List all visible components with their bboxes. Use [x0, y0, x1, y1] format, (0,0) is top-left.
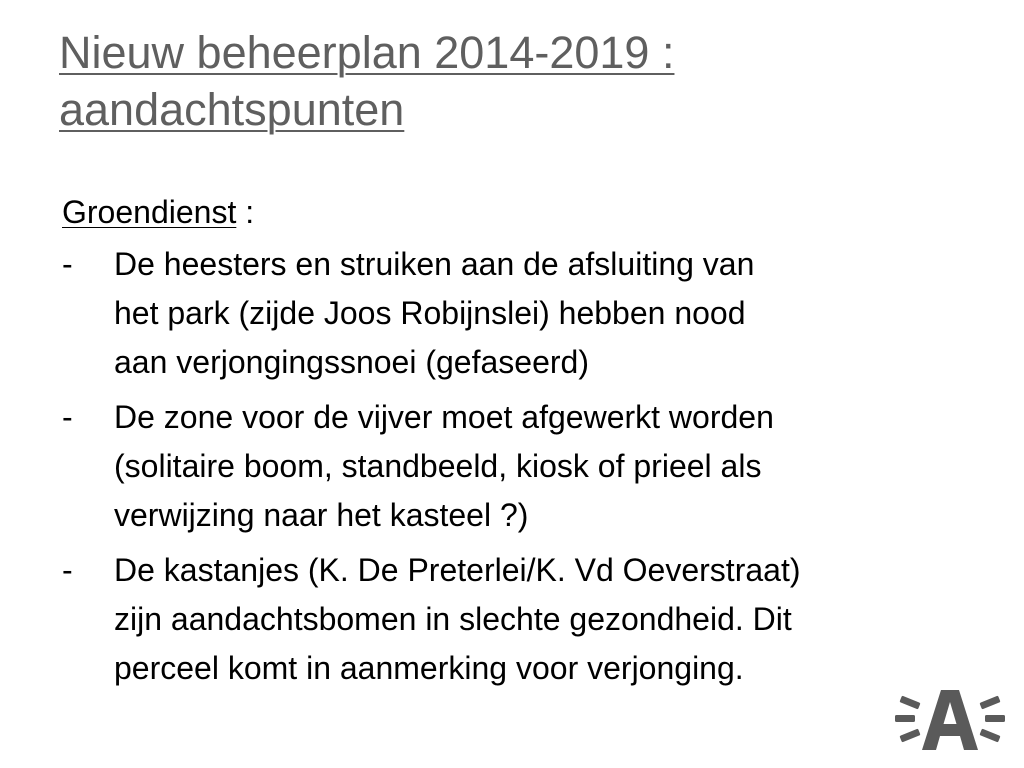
section-heading-colon: : — [236, 194, 255, 230]
bullet-line: De kastanjes (K. De Preterlei/K. Vd Oeverstraat) — [114, 552, 801, 588]
slide-title — [59, 24, 979, 138]
slide-body — [62, 190, 982, 693]
section-heading-label: Groendienst — [62, 194, 237, 230]
bullet-item-kastanjes — [62, 546, 982, 693]
antwerp-a-logo-icon — [894, 688, 1006, 752]
bullet-item-vijver — [62, 393, 982, 540]
bullet-item-heesters — [62, 240, 982, 387]
bullet-line: De heesters en struiken aan de afsluiting van — [114, 246, 755, 282]
bullet-list — [62, 240, 982, 693]
bullet-marker: - — [62, 246, 73, 282]
slide-title-line-2: aandachtspunten — [59, 84, 405, 135]
bullet-marker: - — [62, 399, 73, 435]
bullet-line: het park (zijde Joos Robijnslei) hebben nood — [114, 295, 746, 331]
bullet-line: perceel komt in aanmerking voor verjonging. — [114, 650, 744, 686]
bullet-line: zijn aandachtsbomen in slechte gezondheid. Dit — [114, 601, 792, 637]
bullet-line: (solitaire boom, standbeeld, kiosk of prieel als — [114, 448, 762, 484]
bullet-marker: - — [62, 552, 73, 588]
section-heading — [62, 190, 982, 234]
slide-title-line-1: Nieuw beheerplan 2014-2019 : — [59, 27, 675, 78]
bullet-line: verwijzing naar het kasteel ?) — [114, 497, 529, 533]
bullet-line: aan verjongingssnoei (gefaseerd) — [114, 344, 589, 380]
bullet-line: De zone voor de vijver moet afgewerkt worden — [114, 399, 774, 435]
